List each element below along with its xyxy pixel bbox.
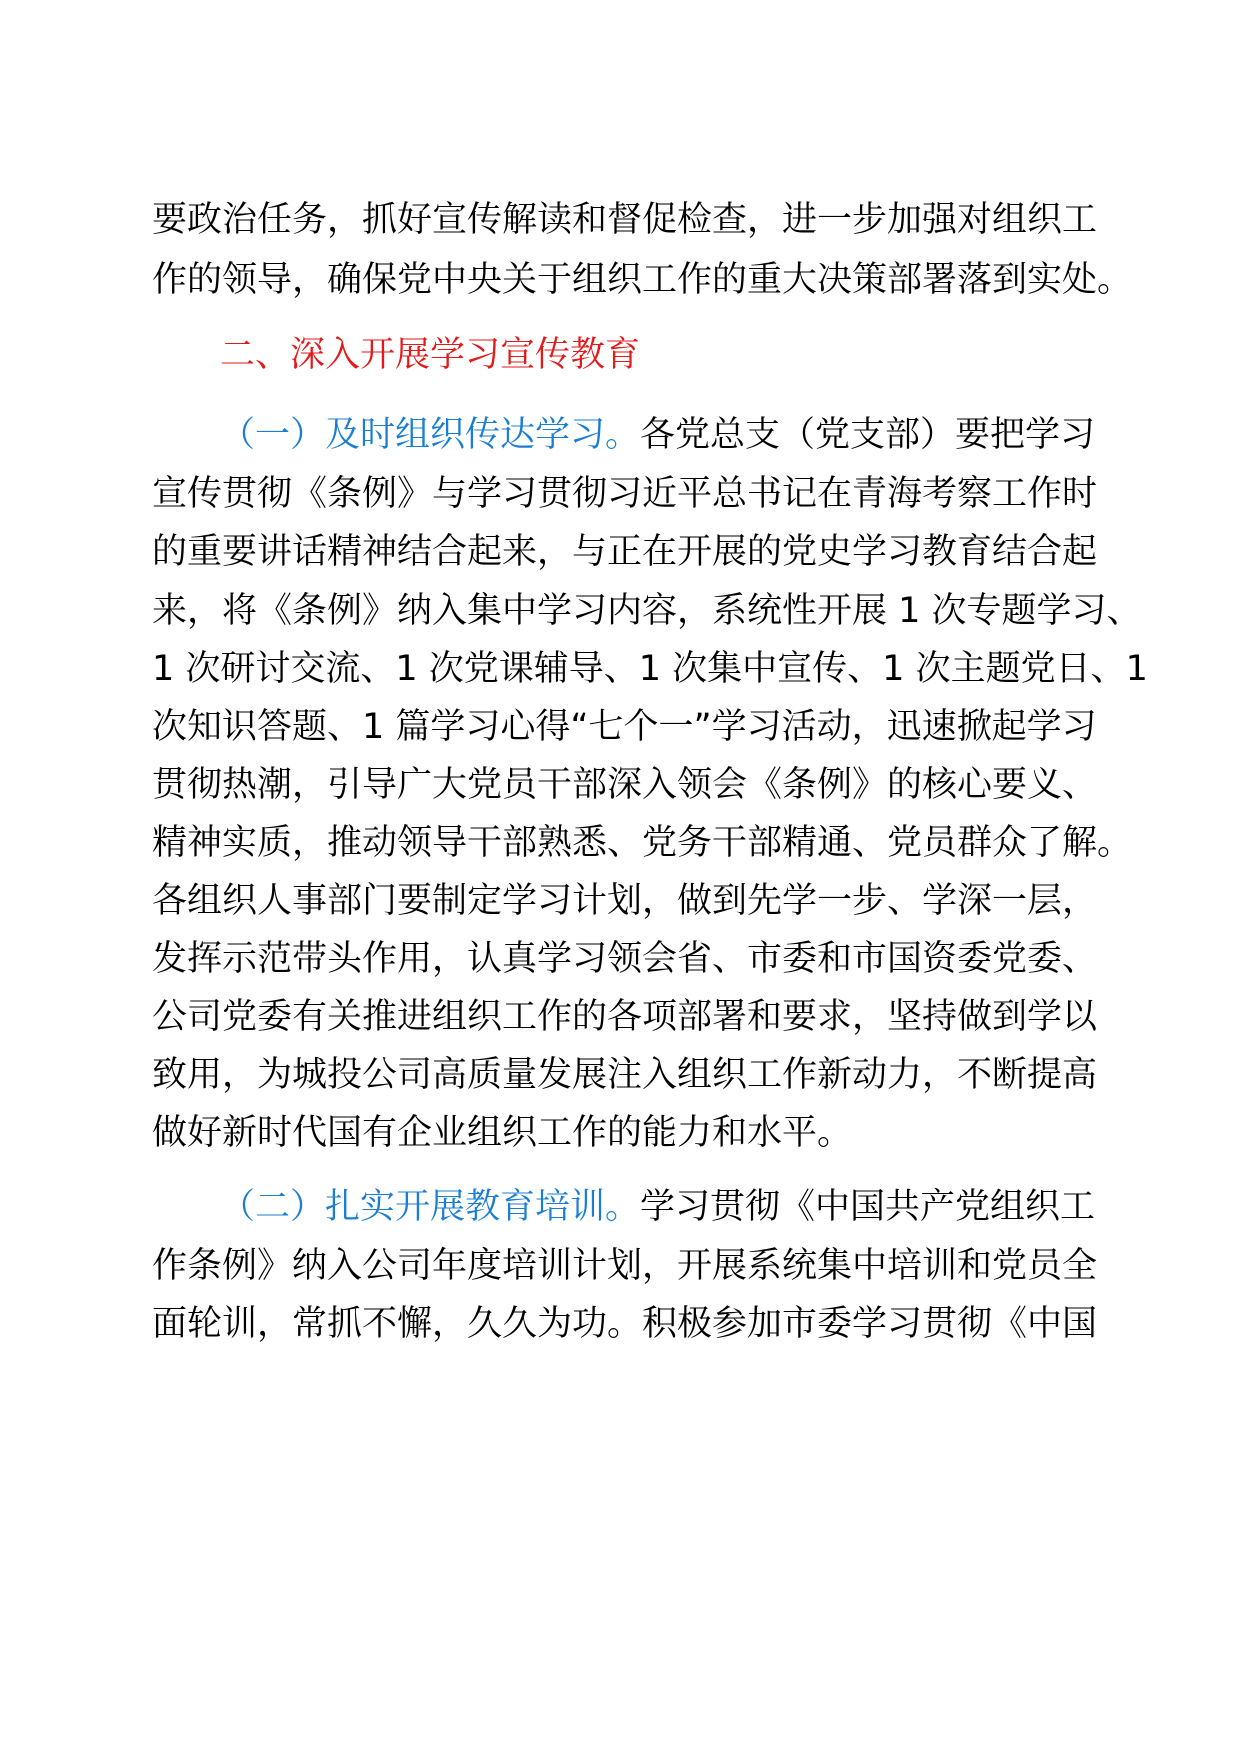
body-text-line: 宣传贯彻《条例》与学习贯彻习近平总书记在青海考察工作时 <box>152 474 1098 514</box>
body-text-line: 各组织人事部门要制定学习计划，做到先学一步、学深一层， <box>152 881 1098 921</box>
body-text-line: 次知识答题、1 篇学习心得“七个一”学习活动，迅速掀起学习 <box>152 707 1097 747</box>
section-heading: 二、深入开展学习宣传教育 <box>220 335 641 375</box>
body-text-line: 致用，为城投公司高质量发展注入组织工作新动力，不断提高 <box>152 1055 1098 1095</box>
body-text-line: 发挥示范带头作用，认真学习领会省、市委和市国资委党委、 <box>152 939 1098 979</box>
body-text-line: 精神实质，推动领导干部熟悉、党务干部精通、党员群众了解。 <box>152 823 1133 863</box>
body-text-line: 公司党委有关推进组织工作的各项部署和要求，坚持做到学以 <box>152 997 1098 1037</box>
body-text-line: 的重要讲话精神结合起来，与正在开展的党史学习教育结合起 <box>152 532 1098 572</box>
body-text-line: 作的领导，确保党中央关于组织工作的重大决策部署落到实处。 <box>152 260 1133 300</box>
body-text-line: 要政治任务，抓好宣传解读和督促检查，进一步加强对组织工 <box>152 200 1098 240</box>
subsection-heading: （一）及时组织传达学习。 <box>220 415 641 455</box>
subsection-heading: （二）扎实开展教育培训。 <box>220 1187 641 1227</box>
body-text-line: 贯彻热潮，引导广大党员干部深入领会《条例》的核心要义、 <box>152 765 1098 805</box>
body-text-line: 来，将《条例》纳入集中学习内容，系统性开展 1 次专题学习、 <box>152 591 1142 631</box>
body-text-line: 1 次研讨交流、1 次党课辅导、1 次集中宣传、1 次主题党日、1 <box>152 649 1148 689</box>
body-text-line: 作条例》纳入公司年度培训计划，开展系统集中培训和党员全 <box>152 1246 1098 1286</box>
body-text-line: 面轮训，常抓不懈，久久为功。积极参加市委学习贯彻《中国 <box>152 1304 1098 1344</box>
body-text-line: 做好新时代国有企业组织工作的能力和水平。 <box>152 1113 853 1153</box>
body-text: 各党总支（党支部）要把学习 <box>640 415 1096 455</box>
paragraph-first-line <box>220 1184 1095 1230</box>
body-text: 学习贯彻《中国共产党组织工 <box>640 1187 1096 1227</box>
paragraph-first-line <box>220 412 1095 458</box>
